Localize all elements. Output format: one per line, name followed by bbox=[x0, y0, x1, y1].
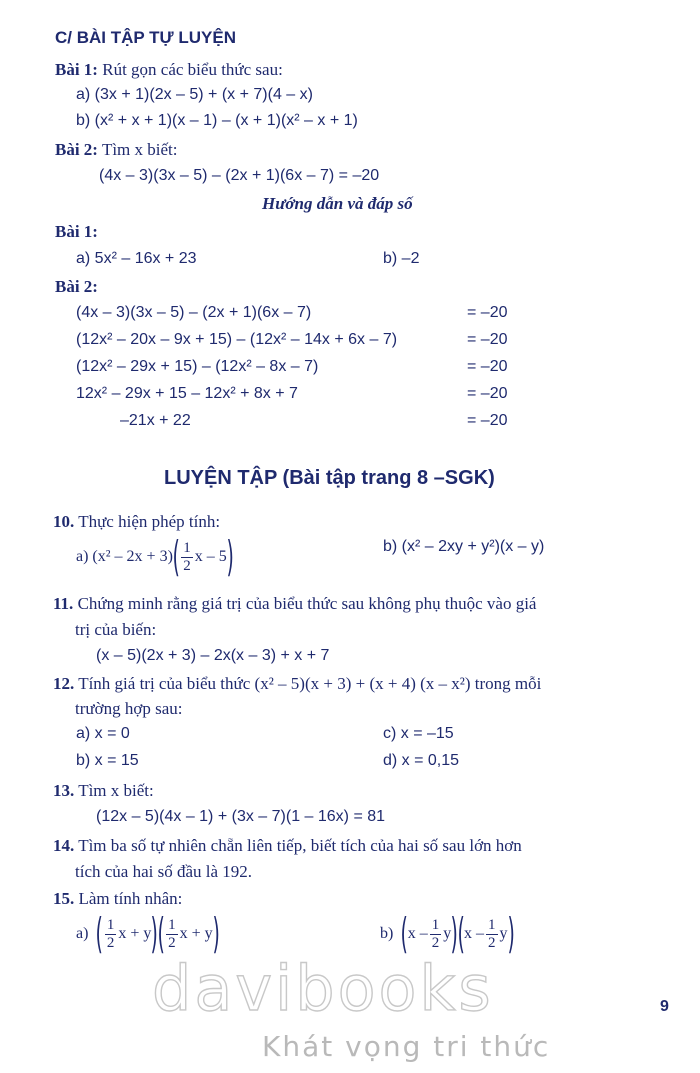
exercise-label: Bài 1: bbox=[55, 60, 98, 79]
problem-15b bbox=[380, 909, 515, 958]
problem-text: Chứng minh rằng giá trị của biểu thức sau không phụ thuộc vào giá bbox=[77, 594, 537, 613]
fraction-denominator: 2 bbox=[431, 934, 440, 951]
answers-title: Hướng dẫn và đáp số bbox=[262, 194, 413, 213]
problem-number: 10. bbox=[53, 512, 75, 531]
problem-11-expression: (x – 5)(2x + 3) – 2x(x – 3) + x + 7 bbox=[96, 647, 330, 664]
right-paren-icon: ) bbox=[226, 532, 234, 581]
right-paren-icon: ) bbox=[507, 909, 515, 958]
left-paren-icon: ( bbox=[95, 909, 104, 958]
exercise-label: Bài 2: bbox=[55, 140, 98, 159]
problem-11-line-2: trị của biến: bbox=[75, 620, 157, 639]
fraction-numerator: 1 bbox=[431, 916, 440, 933]
problem-number: 13. bbox=[53, 781, 75, 800]
right-paren-icon: ) bbox=[212, 909, 220, 958]
problem-12c: c) x = –15 bbox=[383, 725, 454, 742]
fraction-numerator: 1 bbox=[183, 539, 191, 556]
fraction-denominator: 2 bbox=[168, 934, 176, 951]
answer-1b: b) –2 bbox=[383, 250, 420, 267]
term: x + y bbox=[179, 925, 213, 942]
problem-11-line-1 bbox=[53, 594, 536, 614]
problem-10b: b) (x² – 2xy + y²)(x – y) bbox=[383, 538, 545, 555]
problem-13-equation: (12x – 5)(4x – 1) + (3x – 7)(1 – 16x) = 81 bbox=[96, 808, 386, 825]
step-5-rhs: = –20 bbox=[467, 412, 508, 429]
problem-10a bbox=[76, 532, 234, 581]
left-paren-icon: ( bbox=[457, 909, 465, 958]
fraction-numerator: 1 bbox=[106, 916, 115, 933]
answer-1a: a) 5x² – 16x + 23 bbox=[76, 250, 197, 267]
step-4-rhs: = –20 bbox=[467, 385, 508, 402]
left-paren-icon: ( bbox=[172, 532, 180, 581]
problem-12b: b) x = 15 bbox=[76, 752, 139, 769]
problem-text: Thực hiện phép tính: bbox=[78, 512, 221, 531]
problem-12-line-2: trường hợp sau: bbox=[75, 699, 183, 718]
exercise-text: Tìm x biết: bbox=[101, 140, 178, 159]
practice-title: LUYỆN TẬP (Bài tập trang 8 –SGK) bbox=[164, 467, 495, 489]
expression-rest: x – 5 bbox=[194, 548, 227, 565]
problem-14-line-1 bbox=[53, 836, 522, 856]
right-paren-icon: ) bbox=[150, 909, 159, 958]
expression-prefix: a) (x² – 2x + 3) bbox=[76, 548, 173, 565]
fraction-denominator: 2 bbox=[183, 557, 191, 574]
left-paren-icon: ( bbox=[157, 909, 165, 958]
problem-text: Tìm ba số tự nhiên chẵn liên tiếp, biết tích của hai số sau lớn hơn bbox=[78, 836, 522, 855]
problem-12d: d) x = 0,15 bbox=[383, 752, 460, 769]
fraction-numerator: 1 bbox=[168, 916, 176, 933]
fraction bbox=[166, 917, 178, 952]
page-number: 9 bbox=[660, 998, 669, 1015]
step-2-rhs: = –20 bbox=[467, 331, 508, 348]
problem-15a bbox=[76, 909, 220, 958]
item-label: b) bbox=[380, 925, 394, 942]
watermark-brand: davibooks bbox=[152, 952, 494, 1025]
step-5-lhs: –21x + 22 bbox=[120, 412, 191, 429]
exercise-2-heading bbox=[55, 140, 177, 160]
answer-2-label: Bài 2: bbox=[55, 277, 98, 296]
problem-10-heading bbox=[53, 512, 220, 532]
term: x – bbox=[407, 925, 428, 942]
left-paren-icon: ( bbox=[400, 909, 409, 958]
step-1-lhs: (4x – 3)(3x – 5) – (2x + 1)(6x – 7) bbox=[76, 304, 312, 321]
problem-text: Tìm x biết: bbox=[78, 781, 154, 800]
step-3-rhs: = –20 bbox=[467, 358, 508, 375]
problem-14-line-2: tích của hai số đầu là 192. bbox=[75, 862, 253, 881]
fraction-numerator: 1 bbox=[488, 916, 496, 933]
exercise-1a: a) (3x + 1)(2x – 5) + (x + 7)(4 – x) bbox=[76, 86, 313, 103]
term: y bbox=[443, 925, 452, 942]
problem-13-heading bbox=[53, 781, 154, 801]
fraction bbox=[105, 917, 117, 952]
step-3-lhs: (12x² – 29x + 15) – (12x² – 8x – 7) bbox=[76, 358, 319, 375]
problem-number: 14. bbox=[53, 836, 75, 855]
step-2-lhs: (12x² – 20x – 9x + 15) – (12x² – 14x + 6x – 7) bbox=[76, 331, 398, 348]
answer-1-label: Bài 1: bbox=[55, 222, 98, 241]
problem-text: Tính giá trị của biểu thức (x² – 5)(x + 3) + (x + 4) (x – x²) trong mỗi bbox=[78, 674, 542, 693]
exercise-1-heading bbox=[55, 60, 283, 80]
exercise-text: Rút gọn các biểu thức sau: bbox=[102, 60, 283, 79]
exercise-1b: b) (x² + x + 1)(x – 1) – (x + 1)(x² – x + 1) bbox=[76, 112, 358, 129]
fraction bbox=[486, 917, 498, 952]
problem-12a: a) x = 0 bbox=[76, 725, 130, 742]
step-1-rhs: = –20 bbox=[467, 304, 508, 321]
exercise-2-equation: (4x – 3)(3x – 5) – (2x + 1)(6x – 7) = –20 bbox=[99, 167, 380, 184]
term: y bbox=[499, 925, 508, 942]
step-4-lhs: 12x² – 29x + 15 – 12x² + 8x + 7 bbox=[76, 385, 298, 402]
fraction-denominator: 2 bbox=[106, 934, 115, 951]
watermark-tagline: Khát vọng tri thức bbox=[262, 1030, 551, 1063]
problem-15-heading bbox=[53, 889, 182, 909]
fraction-denominator: 2 bbox=[488, 934, 496, 951]
item-label: a) bbox=[76, 925, 89, 942]
term: x + y bbox=[118, 925, 152, 942]
problem-text: Làm tính nhân: bbox=[78, 889, 183, 908]
section-title: C/ BÀI TẬP TỰ LUYỆN bbox=[55, 28, 236, 47]
problem-number: 12. bbox=[53, 674, 75, 693]
problem-number: 11. bbox=[53, 594, 74, 613]
problem-number: 15. bbox=[53, 889, 75, 908]
fraction bbox=[181, 540, 193, 575]
right-paren-icon: ) bbox=[450, 909, 459, 958]
term: x – bbox=[464, 925, 484, 942]
fraction bbox=[430, 917, 442, 952]
problem-12-line-1 bbox=[53, 674, 541, 694]
